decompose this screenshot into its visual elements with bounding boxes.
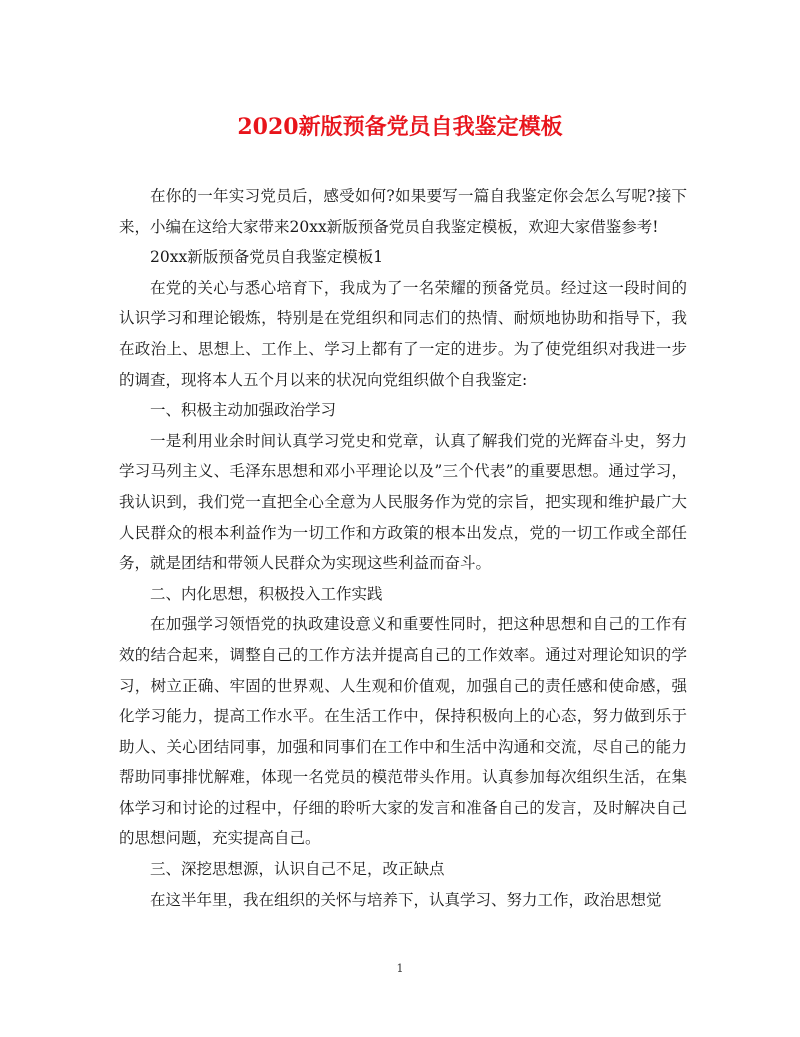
template-heading: 20xx新版预备党员自我鉴定模板1 xyxy=(150,248,384,267)
section-heading: 一、积极主动加强政治学习 xyxy=(150,401,337,420)
page-number: 1 xyxy=(396,962,404,975)
section-heading: 二、内化思想，积极投入工作实践 xyxy=(150,584,383,603)
document-body xyxy=(119,181,687,915)
body-paragraph: 在加强学习领悟党的执政建设意义和重要性同时，把这种思想和自己的工作有效的结合起来，调整自己的工作方法并提高自己的工作效率。通过对理论知识的学习，树立正确、牢固的世界观、人生观和价值观，加强自己的责任感和使命感，强化学习能力，提高工作水平。在生活工作中，保持积极向上的心态，努力做到乐于助人、关心团结同事，加强和同事们在工作中和生活中沟通和交流，尽自己的能力帮助同事排忧解难，体现一名党员的模范带头作用。认真参加每次组织生活，在集体学习和讨论的过程中，仔细的聆听大家的发言和准备自己的发言，及时解决自己的思想问题，充实提高自己。 xyxy=(119,615,687,848)
body-paragraph: 在这半年里，我在组织的关怀与培养下，认真学习、努力工作，政治思想觉 xyxy=(150,890,662,909)
document-title: 2020新版预备党员自我鉴定模板 xyxy=(237,114,563,140)
body-paragraph: 在党的关心与悉心培育下，我成为了一名荣耀的预备党员。经过这一段时间的认识学习和理论锻炼，特别是在党组织和同志们的热情、耐烦地协助和指导下，我在政治上、思想上、工作上、学习上都有了一定的进步。为了使党组织对我进一步的调查，现将本人五个月以来的状况向党组织做个自我鉴定: xyxy=(119,278,687,389)
body-paragraph: 一是利用业余时间认真学习党史和党章，认真了解我们党的光辉奋斗史，努力学习马列主义、毛泽东思想和邓小平理论以及”三个代表”的重要思想。通过学习，我认识到，我们党一直把全心全意为人民服务作为党的宗旨，把实现和维护最广大人民群众的根本利益作为一切工作和方政策的根本出发点，党的一切工作或全部任务，就是团结和带领人民群众为实现这些利益而奋斗。 xyxy=(119,431,687,573)
intro-paragraph: 在你的一年实习党员后，感受如何?如果要写一篇自我鉴定你会怎么写呢?接下来，小编在这给大家带来20xx新版预备党员自我鉴定模板，欢迎大家借鉴参考! xyxy=(119,187,687,236)
section-heading: 三、深挖思想源，认识自己不足，改正缺点 xyxy=(150,860,445,879)
